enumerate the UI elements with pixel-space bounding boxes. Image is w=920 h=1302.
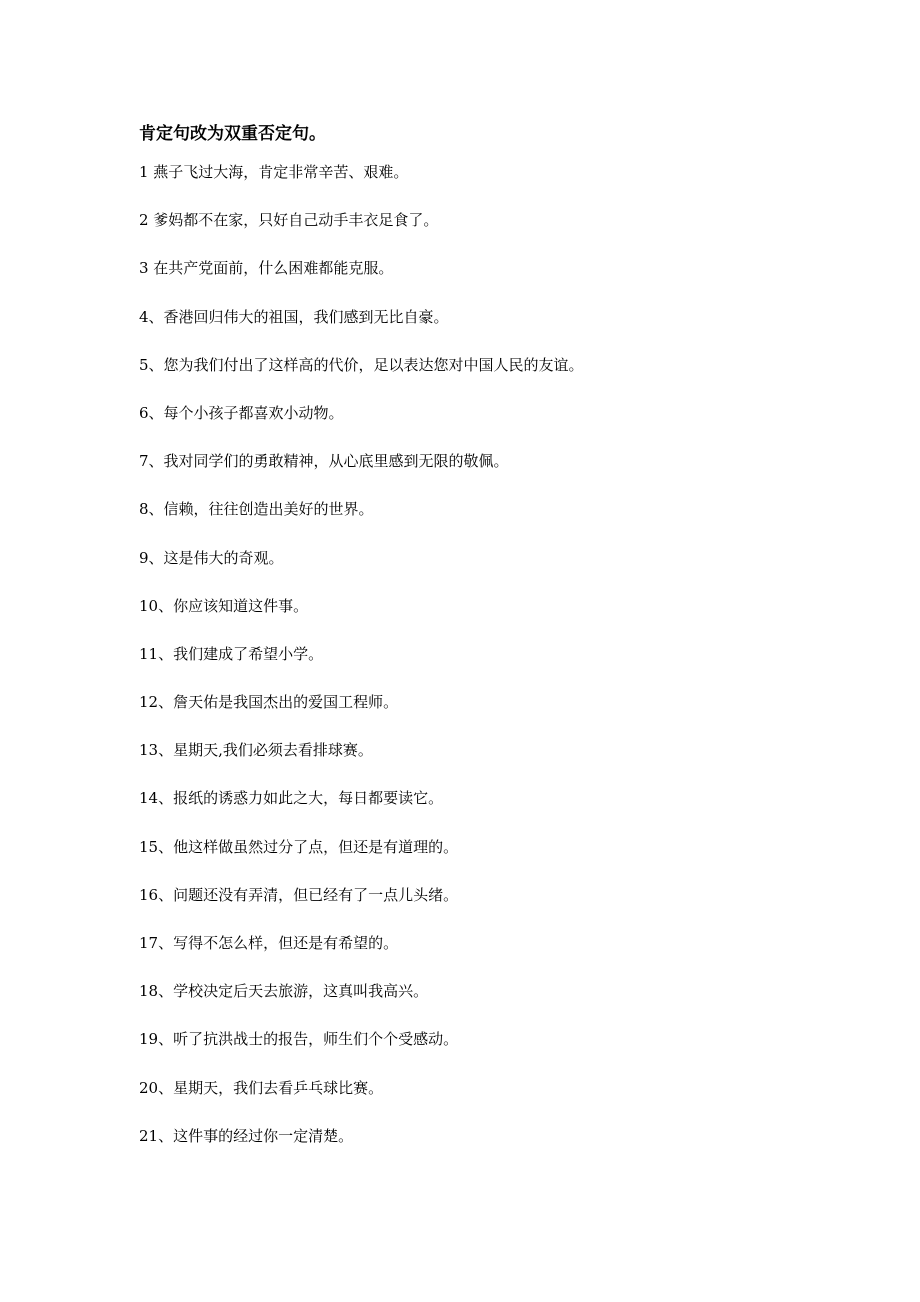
list-item: 5、您为我们付出了这样高的代价，足以表达您对中国人民的友谊。 [139, 355, 584, 374]
list-item: 2 爹妈都不在家，只好自己动手丰衣足食了。 [139, 211, 439, 230]
list-item: 13、星期天,我们必须去看排球赛。 [139, 741, 373, 760]
list-item: 17、写得不怎么样，但还是有希望的。 [139, 934, 399, 952]
list-item: 11、我们建成了希望小学。 [139, 644, 324, 663]
list-item: 15、他这样做虽然过分了点，但还是有道理的。 [139, 837, 459, 856]
sentence-list [139, 160, 584, 1172]
list-item: 7、我对同学们的勇敢精神，从心底里感到无限的敬佩。 [139, 452, 509, 471]
list-item: 3 在共产党面前，什么困难都能克服。 [139, 259, 394, 278]
list-item: 4、香港回归伟大的祖国，我们感到无比自豪。 [139, 307, 449, 326]
list-item: 20、星期天，我们去看乒乓球比赛。 [139, 1078, 384, 1097]
list-item: 6、每个小孩子都喜欢小动物。 [139, 403, 344, 422]
list-item: 9、这是伟大的奇观。 [139, 548, 284, 567]
list-item: 14、报纸的诱惑力如此之大，每日都要读它。 [139, 789, 444, 808]
document-title: 肯定句改为双重否定句。 [139, 124, 326, 144]
list-item: 1 燕子飞过大海，肯定非常辛苦、艰难。 [139, 163, 409, 181]
list-item: 19、听了抗洪战士的报告，师生们个个受感动。 [139, 1030, 459, 1049]
list-item: 21、这件事的经过你一定清楚。 [139, 1126, 354, 1145]
list-item: 16、问题还没有弄清，但已经有了一点儿头绪。 [139, 885, 459, 904]
list-item: 8、信赖，往往创造出美好的世界。 [139, 500, 374, 519]
list-item: 10、你应该知道这件事。 [139, 596, 309, 615]
list-item: 12、詹天佑是我国杰出的爱国工程师。 [139, 693, 399, 712]
list-item: 18、学校决定后天去旅游，这真叫我高兴。 [139, 982, 429, 1001]
